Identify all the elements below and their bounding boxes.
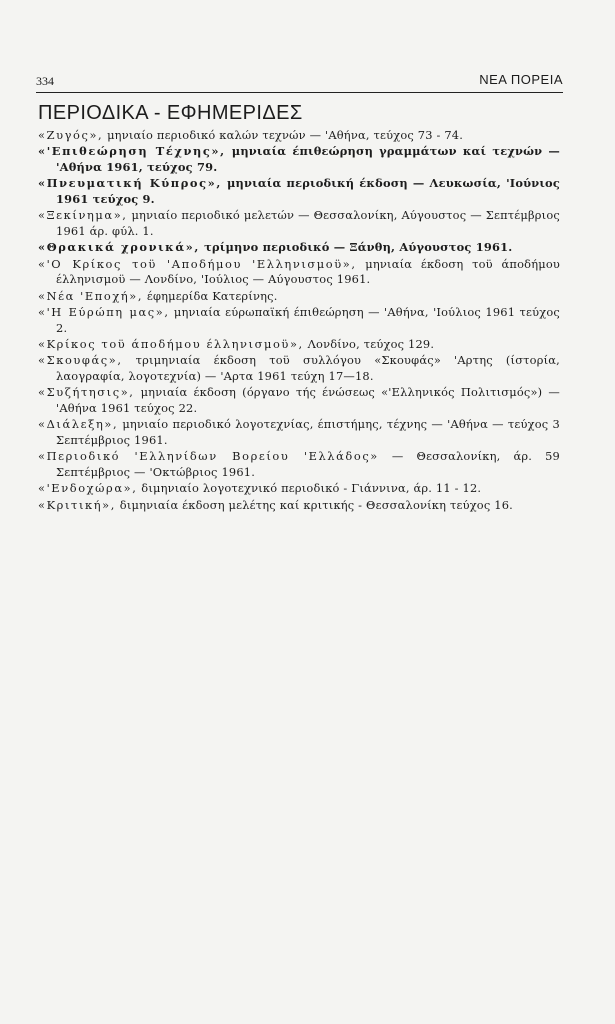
periodical-title: «Πνευματική Κύπρος», bbox=[38, 176, 222, 191]
periodical-title: «Ξεκίνημα», bbox=[38, 208, 128, 223]
periodical-title: «'Η Εύρώπη μας», bbox=[38, 305, 170, 320]
list-item bbox=[38, 257, 560, 288]
periodical-title: «Κριτική», bbox=[38, 497, 116, 512]
periodical-description: διμηνιαίο λογοτεχνικό περιοδικό - Γιάννινα, άρ. 11 - 12. bbox=[137, 481, 482, 496]
periodical-description: τριμηνιαία έκδοση τοϋ συλλόγου «Σκουφάς» 'Αρτης (ίστορία, λαογραφία, λογοτεχνία) — 'Αρτα 1961 τεύχη 17—18. bbox=[56, 353, 560, 384]
list-item bbox=[38, 289, 560, 305]
list-item bbox=[38, 208, 560, 239]
periodical-description: μηνιαίο περιοδικό μελετών — Θεσσαλονίκη, Αύγουστος — Σεπτέμβριος 1961 άρ. φύλ. 1. bbox=[56, 208, 560, 238]
periodical-description: μηνιαία έκδοση τοϋ άποδήμου έλληνισμοϋ — Λονδίνο, 'Ιούλιος — Αύγουστος 1961. bbox=[56, 256, 560, 287]
periodical-description: Λονδίνο, τεύχος 129. bbox=[303, 337, 435, 352]
list-item bbox=[38, 449, 560, 480]
periodical-title: «Θρακικά χρονικά», bbox=[38, 240, 200, 255]
list-item bbox=[38, 176, 560, 207]
periodical-title: «Συζήτησις», bbox=[38, 385, 135, 400]
periodical-title: «Κρίκος τοϋ άποδήμου έλληνισμοϋ», bbox=[38, 337, 304, 352]
list-item bbox=[38, 353, 560, 384]
periodical-description: μηνιαία έκδοση (όργανο τής ένώσεως «'Ελληνικός Πολιτισμός») — 'Αθήνα 1961 τεύχος 22. bbox=[56, 385, 560, 416]
periodical-title: «Σκουφάς», bbox=[38, 353, 123, 368]
periodical-title: «'Επιθεώρηση Τέχνης», bbox=[38, 144, 226, 159]
list-item bbox=[38, 337, 560, 353]
periodical-title: «Νέα 'Εποχή», bbox=[38, 288, 144, 303]
periodical-description: μηνιαίο περιοδικό καλών τεχνών — 'Αθήνα, τεύχος 73 - 74. bbox=[103, 128, 464, 142]
periodical-description: μηνιαία εύρωπαϊκή έπιθεώρηση — 'Αθήνα, 'Ιούλιος 1961 τεύχος 2. bbox=[56, 305, 560, 335]
list-item bbox=[38, 240, 560, 256]
list-item bbox=[38, 144, 560, 175]
page-number: 334 bbox=[36, 74, 54, 88]
periodical-description: διμηνιαία έκδοση μελέτης καί κριτικής - Θεσσαλονίκη τεύχος 16. bbox=[115, 497, 513, 512]
list-item bbox=[38, 481, 560, 497]
section-title: ΠΕΡΙΟΔΙΚΑ - ΕΦΗΜΕΡΙΔΕΣ bbox=[38, 102, 303, 124]
periodical-description: μηνιαίο περιοδικό λογοτεχνίας, έπιστήμης, τέχνης — 'Αθήνα — τεύχος 3 Σεπτέμβριος 1961. bbox=[56, 417, 560, 448]
list-item bbox=[38, 498, 560, 514]
list-item bbox=[38, 305, 560, 336]
periodical-title: «Διάλεξη», bbox=[38, 417, 119, 432]
periodical-title: «Περιοδικό 'Ελληνίδων Βορείου 'Ελλάδος» bbox=[38, 449, 379, 464]
list-item bbox=[38, 385, 560, 416]
running-title: ΝΕΑ ΠΟΡΕΙΑ bbox=[479, 72, 563, 87]
periodical-title: «'Ενδοχώρα», bbox=[38, 481, 138, 496]
periodical-description: τρίμηνο περιοδικό — Ξάνθη, Αύγουστος 1961. bbox=[199, 240, 513, 255]
periodicals-list bbox=[38, 128, 560, 514]
page-header bbox=[36, 72, 563, 93]
list-item bbox=[38, 417, 560, 448]
periodical-description: μηνιαία περιοδική έκδοση — Λευκωσία, 'Ιούνιος 1961 τεύχος 9. bbox=[56, 176, 560, 206]
periodical-title: «Ζυγός», bbox=[38, 128, 104, 142]
periodical-description: μηνιαία έπιθεώρηση γραμμάτων καί τεχνών — 'Αθήνα 1961, τεύχος 79. bbox=[56, 144, 560, 174]
periodical-description: έφημερίδα Κατερίνης. bbox=[143, 288, 278, 303]
periodical-description: — Θεσσαλονίκη, άρ. 59 Σεπτέμβριος — 'Οκτώβριος 1961. bbox=[56, 449, 560, 480]
periodical-title: «'Ο Κρίκος τοϋ 'Αποδήμου 'Ελληνισμοϋ», bbox=[38, 256, 357, 271]
list-item bbox=[38, 128, 560, 144]
